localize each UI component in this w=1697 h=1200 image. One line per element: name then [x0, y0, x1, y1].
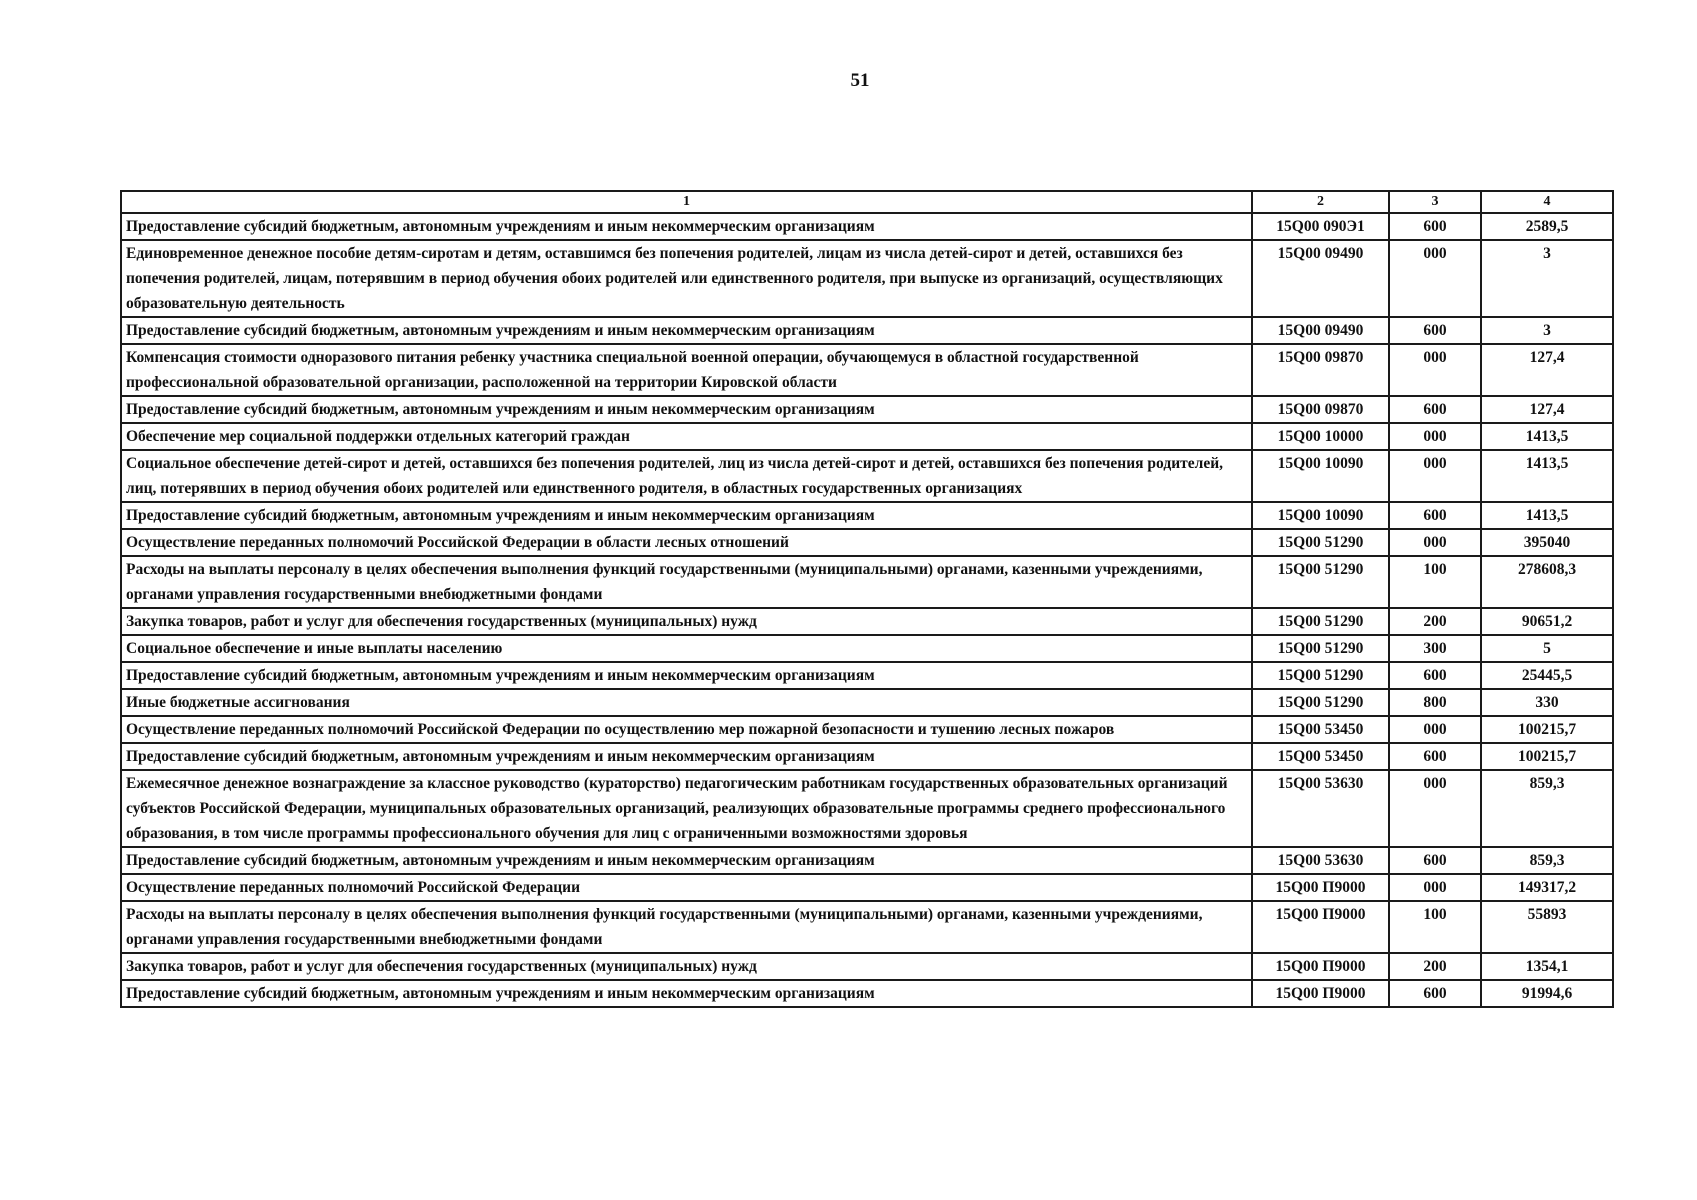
cell-sum: 127,4: [1481, 396, 1613, 423]
cell-code: 15Q00 10090: [1252, 450, 1389, 502]
table-row: [121, 980, 1613, 1007]
cell-name: Осуществление переданных полномочий Российской Федерации в области лесных отношений: [121, 529, 1252, 556]
cell-name: Предоставление субсидий бюджетным, автономным учреждениям и иным некоммерческим организациям: [121, 662, 1252, 689]
cell-code: 15Q00 53630: [1252, 770, 1389, 847]
table-row: [121, 716, 1613, 743]
cell-code: 15Q00 090Э1: [1252, 213, 1389, 240]
budget-table: [120, 190, 1614, 1008]
cell-code: 15Q00 09490: [1252, 317, 1389, 344]
cell-code: 15Q00 51290: [1252, 635, 1389, 662]
cell-sum: 90651,2: [1481, 608, 1613, 635]
cell-expense-type: 000: [1389, 529, 1481, 556]
cell-sum: 1413,5: [1481, 423, 1613, 450]
table-row: [121, 689, 1613, 716]
cell-name: Предоставление субсидий бюджетным, автономным учреждениям и иным некоммерческим организациям: [121, 743, 1252, 770]
table-header: [121, 191, 1613, 213]
header-cell-type: 3: [1389, 191, 1481, 213]
cell-expense-type: 000: [1389, 716, 1481, 743]
cell-code: 15Q00 П9000: [1252, 980, 1389, 1007]
cell-expense-type: 000: [1389, 423, 1481, 450]
table-row: [121, 847, 1613, 874]
cell-sum: 2589,5: [1481, 213, 1613, 240]
cell-sum: 330: [1481, 689, 1613, 716]
table-row: [121, 240, 1613, 317]
table-row: [121, 556, 1613, 608]
cell-name: Предоставление субсидий бюджетным, автономным учреждениям и иным некоммерческим организациям: [121, 317, 1252, 344]
cell-name: Предоставление субсидий бюджетным, автономным учреждениям и иным некоммерческим организациям: [121, 847, 1252, 874]
cell-name: Расходы на выплаты персоналу в целях обеспечения выполнения функций государственными (муниципальными) органами, казенными учреждениями, органами управления государственными внебюджетными фондами: [121, 556, 1252, 608]
table-row: [121, 396, 1613, 423]
cell-sum: 25445,5: [1481, 662, 1613, 689]
cell-sum: 127,4: [1481, 344, 1613, 396]
table-row: [121, 662, 1613, 689]
cell-code: 15Q00 51290: [1252, 689, 1389, 716]
cell-expense-type: 800: [1389, 689, 1481, 716]
cell-sum: 278608,3: [1481, 556, 1613, 608]
cell-code: 15Q00 53630: [1252, 847, 1389, 874]
cell-expense-type: 600: [1389, 743, 1481, 770]
cell-name: Компенсация стоимости одноразового питания ребенку участника специальной военной операции, обучающемуся в областной государственной профессиональной образовательной организации, расположенной на территории Кировской области: [121, 344, 1252, 396]
table-row: [121, 608, 1613, 635]
table-row: [121, 901, 1613, 953]
table-row: [121, 874, 1613, 901]
cell-code: 15Q00 П9000: [1252, 953, 1389, 980]
cell-expense-type: 000: [1389, 874, 1481, 901]
cell-name: Предоставление субсидий бюджетным, автономным учреждениям и иным некоммерческим организациям: [121, 980, 1252, 1007]
table-row: [121, 953, 1613, 980]
cell-expense-type: 600: [1389, 662, 1481, 689]
cell-code: 15Q00 51290: [1252, 662, 1389, 689]
cell-expense-type: 600: [1389, 847, 1481, 874]
cell-sum: 1413,5: [1481, 502, 1613, 529]
page-number: 51: [850, 70, 870, 91]
cell-name: Предоставление субсидий бюджетным, автономным учреждениям и иным некоммерческим организациям: [121, 213, 1252, 240]
cell-name: Социальное обеспечение детей-сирот и детей, оставшихся без попечения родителей, лиц из числа детей-сирот и детей, оставшихся без попечения родителей, лиц, потерявших в период обучения обоих родителей или единственного родителя, в областных государственных организациях: [121, 450, 1252, 502]
cell-code: 15Q00 51290: [1252, 556, 1389, 608]
cell-sum: 100215,7: [1481, 743, 1613, 770]
cell-code: 15Q00 09490: [1252, 240, 1389, 317]
cell-code: 15Q00 51290: [1252, 529, 1389, 556]
header-cell-sum: 4: [1481, 191, 1613, 213]
cell-expense-type: 300: [1389, 635, 1481, 662]
cell-sum: 100215,7: [1481, 716, 1613, 743]
cell-sum: 91994,6: [1481, 980, 1613, 1007]
cell-name: Осуществление переданных полномочий Российской Федерации по осуществлению мер пожарной безопасности и тушению лесных пожаров: [121, 716, 1252, 743]
cell-expense-type: 100: [1389, 901, 1481, 953]
cell-sum: 5: [1481, 635, 1613, 662]
table-row: [121, 635, 1613, 662]
cell-expense-type: 600: [1389, 213, 1481, 240]
table-row: [121, 770, 1613, 847]
cell-code: 15Q00 П9000: [1252, 901, 1389, 953]
cell-expense-type: 200: [1389, 608, 1481, 635]
header-cell-code: 2: [1252, 191, 1389, 213]
cell-expense-type: 200: [1389, 953, 1481, 980]
table-row: [121, 529, 1613, 556]
table-row: [121, 344, 1613, 396]
cell-name: Осуществление переданных полномочий Российской Федерации: [121, 874, 1252, 901]
cell-code: 15Q00 09870: [1252, 396, 1389, 423]
cell-name: Расходы на выплаты персоналу в целях обеспечения выполнения функций государственными (муниципальными) органами, казенными учреждениями, органами управления государственными внебюджетными фондами: [121, 901, 1252, 953]
cell-code: 15Q00 10090: [1252, 502, 1389, 529]
cell-name: Иные бюджетные ассигнования: [121, 689, 1252, 716]
cell-code: 15Q00 09870: [1252, 344, 1389, 396]
table-row: [121, 450, 1613, 502]
table-row: [121, 502, 1613, 529]
table-row: [121, 317, 1613, 344]
cell-name: Единовременное денежное пособие детям-сиротам и детям, оставшимся без попечения родителей, лицам из числа детей-сирот и детей, оставшихся без попечения родителей, лицам, потерявшим в период обучения обоих родителей или единственного родителя, при выпуске из организаций, осуществляющих образовательную деятельность: [121, 240, 1252, 317]
cell-name: Ежемесячное денежное вознаграждение за классное руководство (кураторство) педагогическим работникам государственных образовательных организаций субъектов Российской Федерации, муниципальных образовательных организаций, реализующих образовательные программы среднего профессионального образования, в том числе программы профессионального обучения для лиц с ограниченными возможностями здоровья: [121, 770, 1252, 847]
cell-expense-type: 000: [1389, 344, 1481, 396]
cell-sum: 3: [1481, 240, 1613, 317]
table-row: [121, 743, 1613, 770]
cell-expense-type: 100: [1389, 556, 1481, 608]
cell-sum: 3: [1481, 317, 1613, 344]
cell-code: 15Q00 51290: [1252, 608, 1389, 635]
cell-sum: 149317,2: [1481, 874, 1613, 901]
cell-expense-type: 600: [1389, 980, 1481, 1007]
cell-code: 15Q00 53450: [1252, 716, 1389, 743]
cell-sum: 859,3: [1481, 847, 1613, 874]
cell-expense-type: 000: [1389, 240, 1481, 317]
header-row: [121, 191, 1613, 213]
cell-code: 15Q00 П9000: [1252, 874, 1389, 901]
cell-name: Предоставление субсидий бюджетным, автономным учреждениям и иным некоммерческим организациям: [121, 396, 1252, 423]
cell-expense-type: 600: [1389, 502, 1481, 529]
cell-name: Обеспечение мер социальной поддержки отдельных категорий граждан: [121, 423, 1252, 450]
cell-sum: 395040: [1481, 529, 1613, 556]
cell-code: 15Q00 53450: [1252, 743, 1389, 770]
header-cell-name: 1: [121, 191, 1252, 213]
cell-name: Предоставление субсидий бюджетным, автономным учреждениям и иным некоммерческим организациям: [121, 502, 1252, 529]
cell-sum: 55893: [1481, 901, 1613, 953]
cell-sum: 1413,5: [1481, 450, 1613, 502]
cell-name: Закупка товаров, работ и услуг для обеспечения государственных (муниципальных) нужд: [121, 608, 1252, 635]
cell-expense-type: 000: [1389, 770, 1481, 847]
cell-sum: 1354,1: [1481, 953, 1613, 980]
cell-name: Социальное обеспечение и иные выплаты населению: [121, 635, 1252, 662]
cell-expense-type: 600: [1389, 317, 1481, 344]
cell-sum: 859,3: [1481, 770, 1613, 847]
cell-expense-type: 000: [1389, 450, 1481, 502]
table-body: [121, 213, 1613, 1007]
cell-code: 15Q00 10000: [1252, 423, 1389, 450]
cell-expense-type: 600: [1389, 396, 1481, 423]
table-row: [121, 423, 1613, 450]
table-row: [121, 213, 1613, 240]
cell-name: Закупка товаров, работ и услуг для обеспечения государственных (муниципальных) нужд: [121, 953, 1252, 980]
